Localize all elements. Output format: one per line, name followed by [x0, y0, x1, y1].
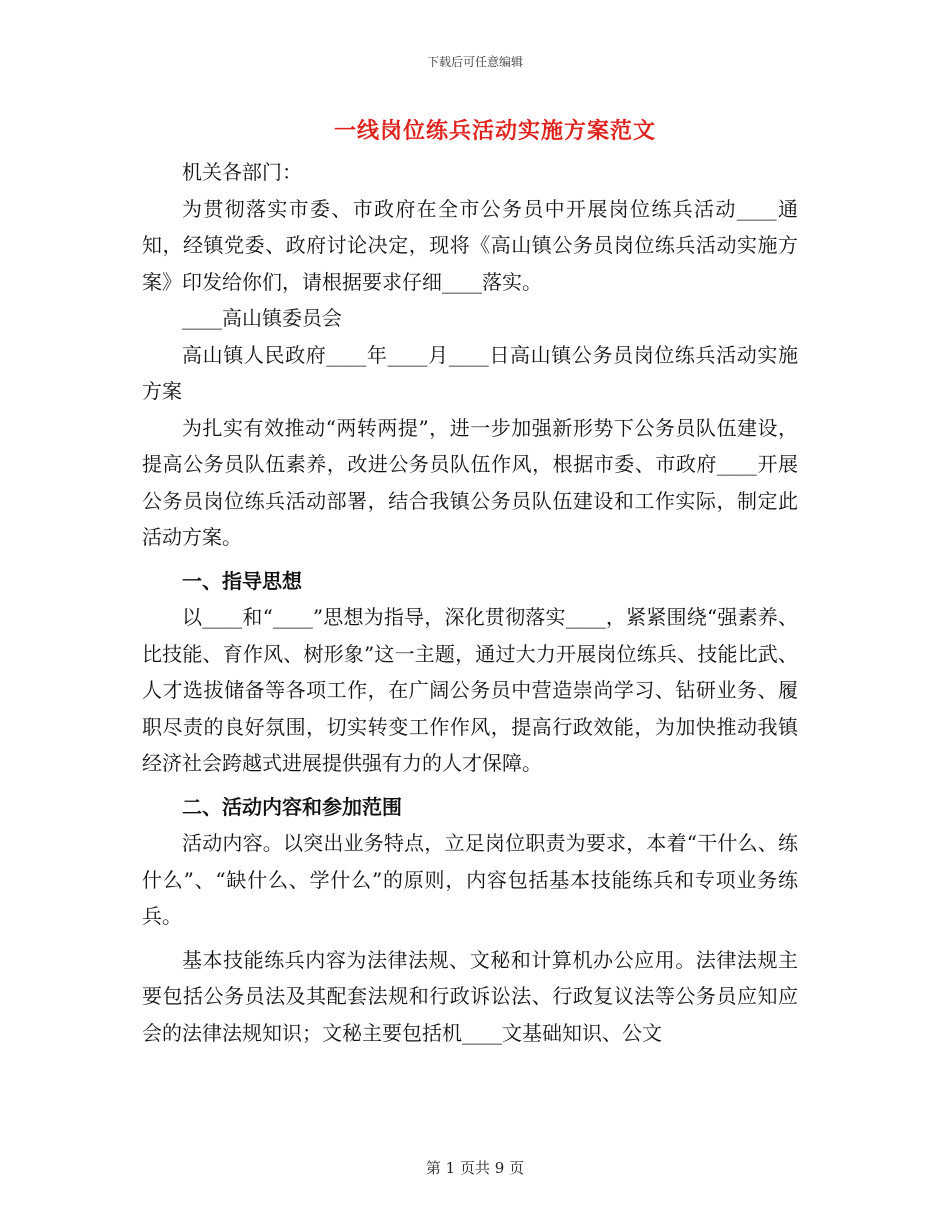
paragraph-notice: 为贯彻落实市委、市政府在全市公务员中开展岗位练兵活动____通知，经镇党委、政府讨论决定，现将《高山镇公务员岗位练兵活动实施方案》印发给你们，请根据要求仔细____落实。 — [142, 196, 798, 294]
paragraph-basic-skills: 基本技能练兵内容为法律法规、文秘和计算机办公应用。法律法规主要包括公务员法及其配套法规和行政诉讼法、行政复议法等公务员应知应会的法律法规知识；文秘主要包括机____文基础知识、公文 — [142, 947, 798, 1045]
page-header-note: 下载后可任意编辑 — [426, 55, 523, 69]
salutation: 机关各部门： — [182, 160, 302, 184]
paragraph-intro: 为扎实有效推动“两转两提”，进一步加强新形势下公务员队伍建设，提高公务员队伍素养，改进公务员队伍作风，根据市委、市政府____开展公务员岗位练兵活动部署，结合我镇公务员队伍建设和工作实际，制定此活动方案。 — [142, 415, 798, 549]
document-title: 一线岗位练兵活动实施方案范文 — [333, 118, 656, 144]
paragraph-committee: ____高山镇委员会 — [182, 306, 342, 330]
paragraph-guiding-thought: 以____和“____”思想为指导，深化贯彻落实____，紧紧围绕“强素养、比技能、育作风、树形象”这一主题，通过大力开展岗位练兵、技能比武、人才选拔储备等各项工作，在广阔公务员中营造崇尚学习、钻研业务、履职尽责的良好氛围，切实转变工作作风，提高行政效能，为加快推动我镇经济社会跨越式进展提供强有力的人才保障。 — [142, 605, 798, 775]
paragraph-government-date: 高山镇人民政府____年____月____日高山镇公务员岗位练兵活动实施方案 — [142, 342, 798, 403]
page-number: 第 1 页共 9 页 — [425, 1159, 525, 1177]
section-heading-activity-content: 二、活动内容和参加范围 — [182, 794, 402, 819]
section-heading-guiding-thought: 一、指导思想 — [182, 568, 302, 593]
document-body — [142, 154, 798, 1051]
paragraph-activity-content: 活动内容。以突出业务特点，立足岗位职责为要求，本着“干什么、练什么”、“缺什么、学什么”的原则，内容包括基本技能练兵和专项业务练兵。 — [142, 831, 798, 928]
